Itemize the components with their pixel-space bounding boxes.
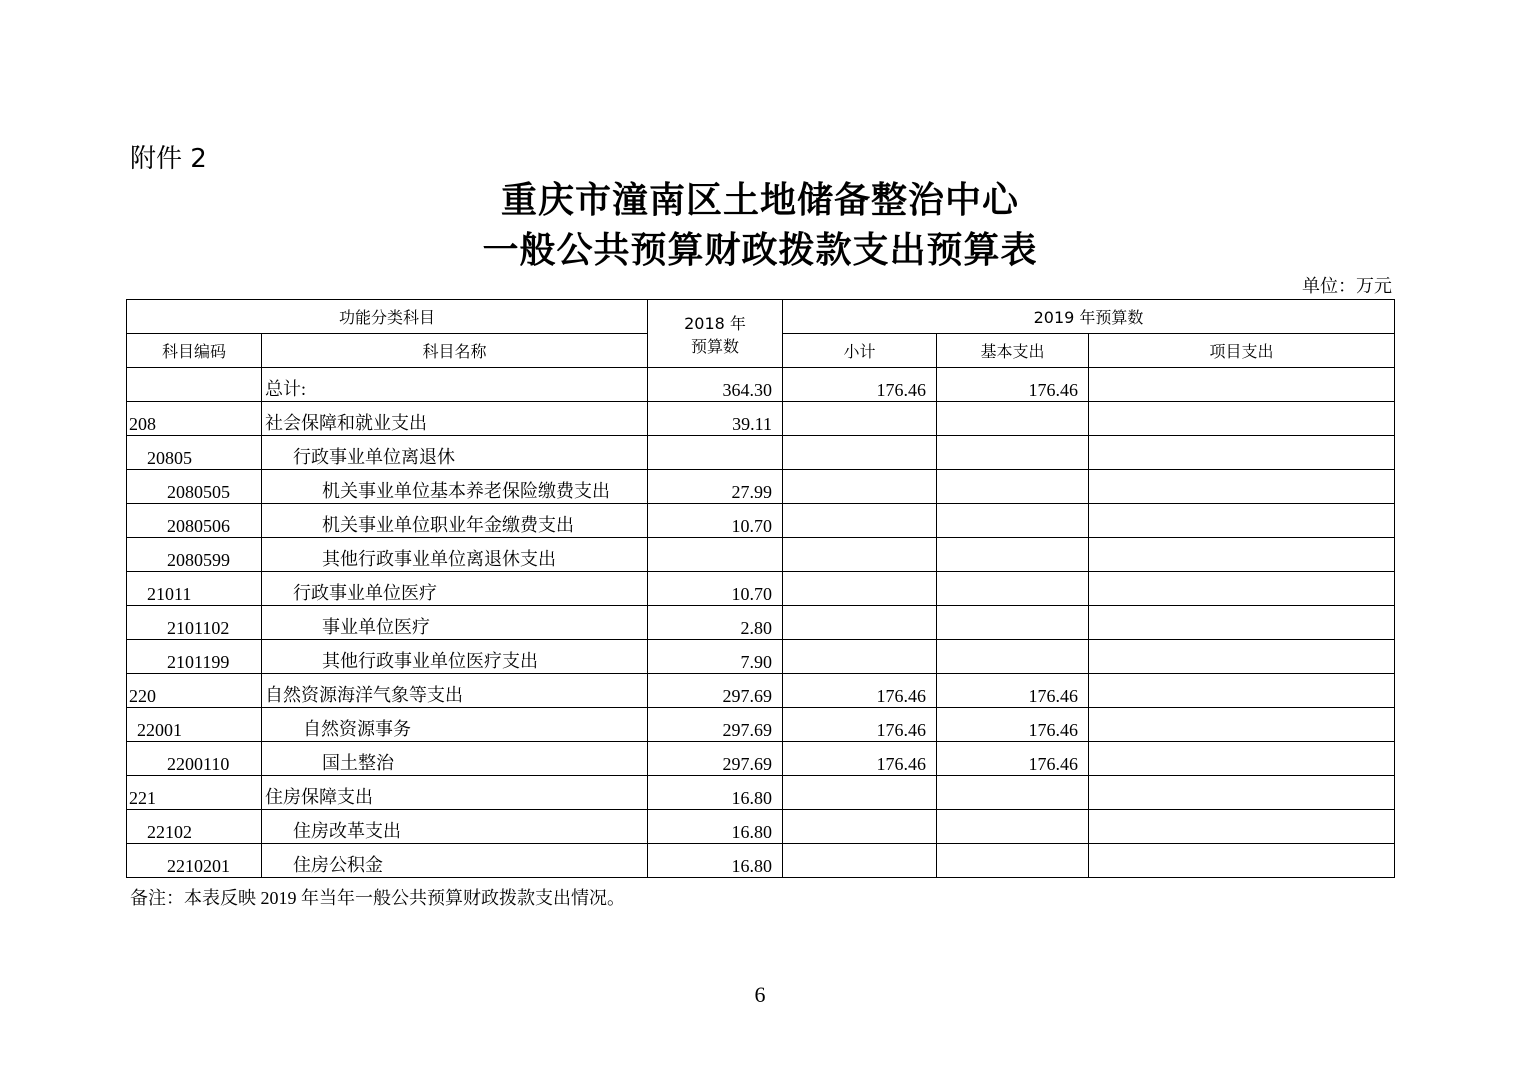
table-row: [127, 470, 1395, 504]
row-project: [1089, 470, 1395, 504]
row-code: 22001: [127, 708, 262, 742]
row-name: 国土整治: [262, 742, 648, 776]
row-project: [1089, 776, 1395, 810]
header-code: 科目编码: [127, 334, 262, 368]
document-title-line2: 一般公共预算财政拨款支出预算表: [482, 230, 1038, 271]
row-subtotal: [783, 844, 937, 878]
table-row: [127, 674, 1395, 708]
row-subtotal: [783, 436, 937, 470]
table-row: [127, 776, 1395, 810]
row-project: [1089, 436, 1395, 470]
table-row: [127, 742, 1395, 776]
row-code: 221: [127, 776, 262, 810]
row-project: [1089, 402, 1395, 436]
row-code: 220: [127, 674, 262, 708]
table-row: [127, 606, 1395, 640]
row-subtotal: [783, 538, 937, 572]
row-subtotal: 176.46: [783, 674, 937, 708]
header-project: 项目支出: [1089, 334, 1395, 368]
row-budget-2018: 364.30: [648, 368, 783, 402]
row-name: 住房保障支出: [262, 776, 648, 810]
row-name: 行政事业单位医疗: [262, 572, 648, 606]
row-project: [1089, 606, 1395, 640]
row-subtotal: [783, 470, 937, 504]
table-row: [127, 572, 1395, 606]
row-subtotal: 176.46: [783, 742, 937, 776]
table-row: [127, 640, 1395, 674]
row-project: [1089, 844, 1395, 878]
row-basic: [937, 810, 1089, 844]
row-subtotal: [783, 776, 937, 810]
row-basic: [937, 640, 1089, 674]
row-project: [1089, 368, 1395, 402]
unit-label: 单位：万元: [1302, 276, 1392, 296]
row-name: 总计:: [262, 368, 648, 402]
row-code: 22102: [127, 810, 262, 844]
table-row: [127, 810, 1395, 844]
row-basic: 176.46: [937, 708, 1089, 742]
row-basic: 176.46: [937, 368, 1089, 402]
row-budget-2018: 16.80: [648, 776, 783, 810]
table-row: [127, 504, 1395, 538]
row-budget-2018: 7.90: [648, 640, 783, 674]
row-code: 20805: [127, 436, 262, 470]
attachment-label: 附件 2: [130, 144, 207, 174]
row-code: 2210201: [127, 844, 262, 878]
row-basic: [937, 776, 1089, 810]
row-project: [1089, 810, 1395, 844]
row-name: 其他行政事业单位医疗支出: [262, 640, 648, 674]
row-code: 2101199: [127, 640, 262, 674]
row-project: [1089, 640, 1395, 674]
row-code: 2200110: [127, 742, 262, 776]
row-name: 行政事业单位离退休: [262, 436, 648, 470]
row-name: 住房改革支出: [262, 810, 648, 844]
row-subtotal: 176.46: [783, 708, 937, 742]
row-name: 其他行政事业单位离退休支出: [262, 538, 648, 572]
row-budget-2018: 10.70: [648, 504, 783, 538]
page-number: 6: [754, 982, 766, 1007]
row-name: 事业单位医疗: [262, 606, 648, 640]
header-functional-category: 功能分类科目: [127, 300, 648, 334]
table-row: [127, 368, 1395, 402]
row-basic: [937, 844, 1089, 878]
table-note: 备注：本表反映 2019 年当年一般公共预算财政拨款支出情况。: [130, 888, 625, 908]
row-code: 208: [127, 402, 262, 436]
row-budget-2018: [648, 538, 783, 572]
header-subtotal: 小计: [783, 334, 937, 368]
row-basic: [937, 470, 1089, 504]
row-code: 21011: [127, 572, 262, 606]
row-budget-2018: 27.99: [648, 470, 783, 504]
row-code: 2080599: [127, 538, 262, 572]
row-budget-2018: [648, 436, 783, 470]
row-budget-2018: 297.69: [648, 742, 783, 776]
row-subtotal: [783, 402, 937, 436]
table-row: [127, 436, 1395, 470]
row-basic: 176.46: [937, 742, 1089, 776]
row-name: 自然资源事务: [262, 708, 648, 742]
row-basic: [937, 402, 1089, 436]
row-basic: 176.46: [937, 674, 1089, 708]
row-code: 2080505: [127, 470, 262, 504]
row-basic: [937, 606, 1089, 640]
row-subtotal: [783, 606, 937, 640]
row-budget-2018: 16.80: [648, 844, 783, 878]
row-budget-2018: 297.69: [648, 708, 783, 742]
header-basic: 基本支出: [937, 334, 1089, 368]
row-project: [1089, 504, 1395, 538]
row-budget-2018: 297.69: [648, 674, 783, 708]
table-row: [127, 844, 1395, 878]
row-project: [1089, 674, 1395, 708]
table-row: [127, 402, 1395, 436]
row-subtotal: [783, 640, 937, 674]
row-subtotal: [783, 504, 937, 538]
row-subtotal: 176.46: [783, 368, 937, 402]
row-project: [1089, 572, 1395, 606]
row-basic: [937, 538, 1089, 572]
row-project: [1089, 538, 1395, 572]
row-project: [1089, 742, 1395, 776]
header-row-1: [127, 300, 1395, 334]
row-budget-2018: 2.80: [648, 606, 783, 640]
row-name: 机关事业单位基本养老保险缴费支出: [262, 470, 648, 504]
row-name: 住房公积金: [262, 844, 648, 878]
row-subtotal: [783, 572, 937, 606]
row-project: [1089, 708, 1395, 742]
document-title-line1: 重庆市潼南区土地储备整治中心: [500, 180, 1019, 221]
row-subtotal: [783, 810, 937, 844]
header-budget-2018-line2: 预算数: [691, 336, 740, 356]
row-name: 社会保障和就业支出: [262, 402, 648, 436]
row-basic: [937, 504, 1089, 538]
header-budget-2018-line1: 2018 年: [684, 313, 746, 333]
row-budget-2018: 10.70: [648, 572, 783, 606]
row-basic: [937, 572, 1089, 606]
row-budget-2018: 16.80: [648, 810, 783, 844]
row-code: 2080506: [127, 504, 262, 538]
budget-table: [126, 299, 1395, 878]
row-name: 机关事业单位职业年金缴费支出: [262, 504, 648, 538]
header-name: 科目名称: [262, 334, 648, 368]
row-code: 2101102: [127, 606, 262, 640]
table-row: [127, 708, 1395, 742]
row-basic: [937, 436, 1089, 470]
header-budget-2018: [648, 300, 783, 368]
header-budget-2019: 2019 年预算数: [783, 300, 1395, 334]
row-code: [127, 368, 262, 402]
table-row: [127, 538, 1395, 572]
row-budget-2018: 39.11: [648, 402, 783, 436]
row-name: 自然资源海洋气象等支出: [262, 674, 648, 708]
